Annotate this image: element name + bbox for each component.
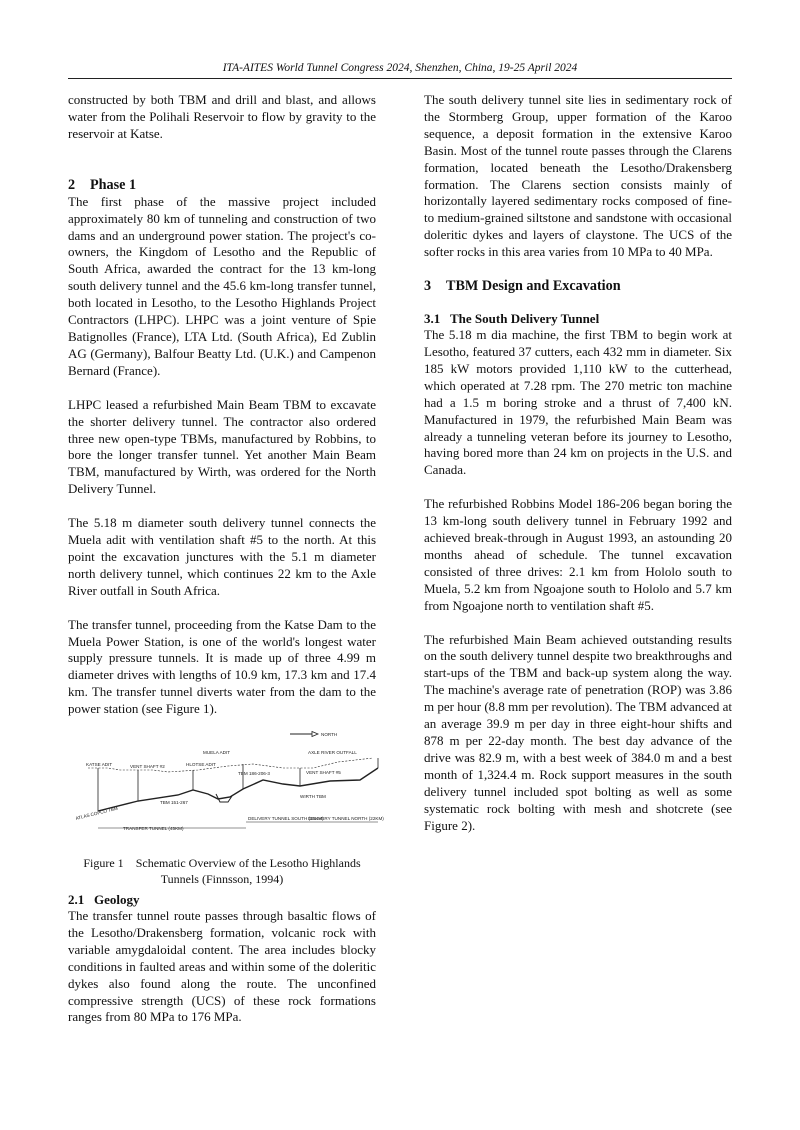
section-3-1-heading [424, 310, 732, 327]
geology-paragraph: The transfer tunnel route passes through basaltic flows of the Lesotho/Drakensberg formation, volcanic rock with variable amygdaloidal content. The area includes blocky conditions in faulted areas and within some of the doleritic dykes also found along the route. The unconfined compressive strength (UCS) of these rock formations ranges from 80 MPa to 176 MPa. [68, 908, 376, 1025]
label-delivery-south: DELIVERY TUNNEL SOUTH (15KM) [248, 816, 324, 822]
section31-paragraph-1: The 5.18 m dia machine, the first TBM to begin work at Lesotho, featured 37 cutters, each 432 mm in diameter. Six 185 kW motors provided 1,110 kW to the cutterhead, which operated at 7.28 rpm. The 270 metric ton machine had a 1.5 m boring stroke and a thrust of 7,400 kN. Manufactured in 1979, the refurbished Main Beam was already a tunneling veteran before its journey to Lesotho, having bored more than 24 km on projects in the U.S. and Canada. [424, 327, 732, 478]
north-arrow-icon [312, 732, 318, 737]
label-axle-river: AXLE RIVER OUTFALL [308, 750, 357, 756]
subsection-number: 2.1 [68, 892, 85, 907]
phase1-paragraph-1: The first phase of the massive project included approximately 80 km of tunneling and construction of two dams and an underground power station. The project's co-owners, the Kingdom of Lesotho and the Republic of South Africa, awarded the contract for the 13 km-long south delivery tunnel and the 45.6 km-long transfer tunnel, both located in Lesotho, to the Lesotho Highlands Project Contractors (LHPC). LHPC was a joint venture of Spie Batignolles (France), LTA Ltd. (South Africa), Ed Zublin AG (Germany), Balfour Beatty Ltd. (U.K.) and Campenon Bernard (France). [68, 193, 376, 378]
label-north: NORTH [321, 732, 338, 738]
section-title: Phase 1 [90, 176, 137, 193]
right-column [424, 92, 732, 834]
label-tbm-186: TBM 186-206-3 [238, 771, 270, 777]
label-tbm-151: TBM 151-267 [160, 800, 188, 806]
section-2-heading [68, 176, 376, 194]
subsection-title: The South Delivery Tunnel [450, 311, 600, 327]
label-wirth-tbm: WIRTH TBM [300, 794, 326, 800]
section-2-1-heading [68, 891, 376, 908]
caption-label: Figure 1 [83, 856, 124, 870]
section-number: 2 [68, 176, 76, 193]
section-number: 3 [424, 278, 432, 295]
label-muela-adit: MUELA ADIT [203, 750, 231, 756]
phase1-paragraph-2: LHPC leased a refurbished Main Beam TBM to excavate the shorter delivery tunnel. The contractor also ordered three new open-type TBMs, manufactured by Robbins, to bore the longer transfer tunnel. Yet another Main Beam TBM, manufactured by Wirth, was ordered for the North Delivery Tunnel. [68, 396, 376, 497]
section31-paragraph-2: The refurbished Robbins Model 186-206 began boring the 13 km-long south delivery tunnel in February 1992 and achieved break-through in August 1993, an astounding 20 months ahead of schedule. The tunnel excavation consisted of three drives: 2.1 km from Hololo south to Muela, 5.2 km from Ngoajone south to Hololo and 5.7 km from Ngoajone north to ventilation shaft #5. [424, 496, 732, 613]
label-katse-adit: KATSE ADIT [86, 762, 113, 768]
subsection-title: Geology [94, 892, 140, 907]
section31-paragraph-3: The refurbished Main Beam achieved outstanding results on the south delivery tunnel despite two breakthroughs and start-ups of the TBM and back-up system along the way. The machine's average rate of penetration (ROP) was 3.86 m per hour (8.8 mm per revolution). The TBM advanced at an average 39.9 m per day in three eight-hour shifts and 878 m per 22-day month. The best day advance of the drive was 82.9 m, with a best week of 384.0 m and a best month of 1,324.4 m. Rock support measures in the south delivery tunnel included spot bolting as well as some systematic rock bolting with mesh and shotcrete (see Figure 2). [424, 631, 732, 833]
header-rule [68, 78, 732, 79]
phase1-paragraph-4: The transfer tunnel, proceeding from the Katse Dam to the Muela Power Station, is one of the world's longest water supply pressure tunnels. It is made up of three 4.99 m diameter drives with lengths of 10.9 km, 17.3 km and 17.4 km. The transfer tunnel diverts water from the dam to the power station (see Figure 1). [68, 616, 376, 717]
figure-1-caption [68, 855, 376, 887]
label-vent-shaft-2: VENT SHAFT #2 [130, 764, 165, 770]
label-atlas-copco: ATLAS COPCO TBM [75, 805, 119, 822]
running-header: ITA-AITES World Tunnel Congress 2024, Shenzhen, China, 19-25 April 2024 [222, 62, 578, 74]
label-delivery-north: DELIVERY TUNNEL NORTH (22KM) [308, 816, 384, 822]
subsection-number: 3.1 [424, 311, 441, 327]
label-vent-shaft-5: VENT SHAFT #5 [306, 770, 341, 776]
phase1-paragraph-3: The 5.18 m diameter south delivery tunnel connects the Muela adit with ventilation shaft #5 to the north. At this point the excavation junctures with the 5.1 m diameter north delivery tunnel, which continues 22 km to the Axle River outfall in South Africa. [68, 515, 376, 598]
intro-paragraph: constructed by both TBM and drill and blast, and allows water from the Polihali Reservoir to flow by gravity to the reservoir at Katse. [68, 92, 376, 141]
geology-continued-paragraph: The south delivery tunnel site lies in sedimentary rock of the Stormberg Group, upper formation of the Karoo sequence, a deposit formation in the extensive Karoo Basin. Most of the tunnel route passes through the Clarens formation, located beneath the Lesotho/Drakensberg formation. The Clarens section consists mainly of horizontally layered sedimentary rocks composed of fine- to medium-grained siltstone and sandstone with occasional doleritic dykes and layers of claystone. The UCS of the softer rocks in this area varies from 10 MPa to 40 MPa. [424, 92, 732, 260]
caption-text: Schematic Overview of the Lesotho Highlands Tunnels (Finnsson, 1994) [135, 856, 361, 886]
tunnel-schematic-figure [68, 728, 384, 838]
label-hlotse-adit: HLOTSE ADIT [186, 762, 216, 768]
section-3-heading [424, 277, 732, 295]
section-title: TBM Design and Excavation [446, 278, 621, 295]
label-transfer-tunnel: TRANSFER TUNNEL (45KM) [123, 826, 184, 832]
left-column [68, 92, 384, 1026]
